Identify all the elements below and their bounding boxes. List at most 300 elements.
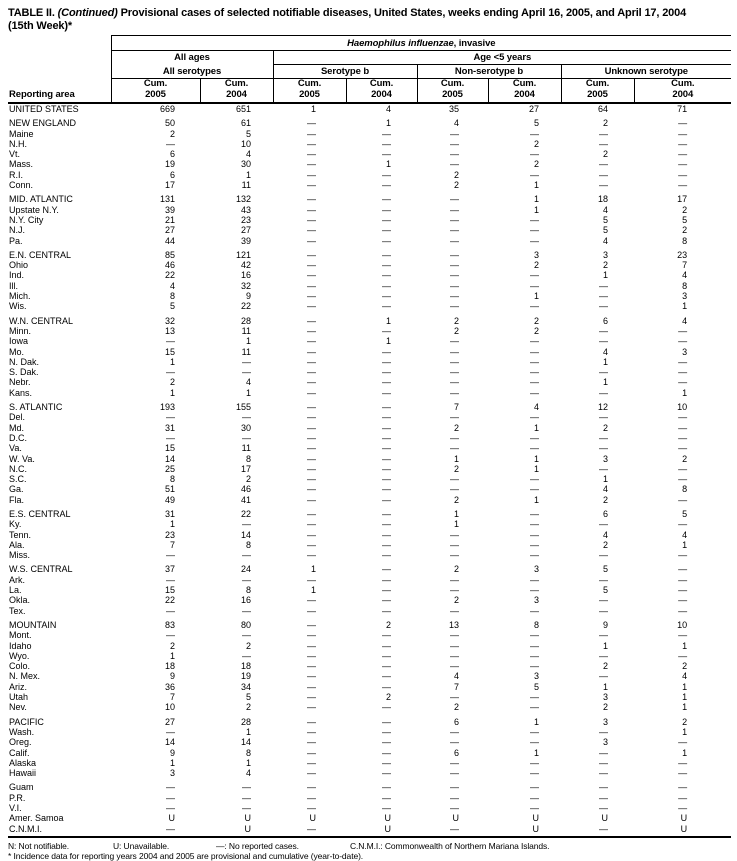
table-row — [8, 484, 731, 494]
page-title — [8, 7, 731, 32]
value-cell: — — [307, 204, 316, 215]
reporting-area-cell: Ohio — [9, 260, 29, 271]
value-cell: — — [530, 574, 539, 585]
value-cell: — — [678, 605, 688, 616]
reporting-area-cell: Del. — [9, 412, 26, 423]
value-cell: 2 — [533, 159, 539, 170]
value-cell: — — [307, 605, 316, 616]
value-cell: 3 — [533, 564, 539, 575]
value-cell: — — [242, 605, 251, 616]
value-cell: — — [450, 443, 459, 454]
reporting-area-cell: Iowa — [9, 336, 29, 347]
reporting-area-cell: W.N. CENTRAL — [9, 315, 74, 326]
value-cell: 50 — [164, 118, 175, 129]
table-row — [8, 727, 731, 737]
value-cell: 5 — [602, 214, 608, 225]
value-cell: — — [307, 782, 316, 793]
value-cell: — — [530, 432, 539, 443]
table-row — [8, 606, 731, 616]
value-cell: — — [599, 630, 608, 641]
value-cell: 2 — [169, 128, 175, 139]
value-cell: — — [382, 640, 391, 651]
table-row — [8, 347, 731, 357]
value-cell: — — [678, 325, 688, 336]
value-cell: 14 — [240, 529, 251, 540]
reporting-area-cell: Ky. — [9, 519, 22, 530]
value-cell: — — [599, 792, 608, 803]
value-cell: — — [678, 336, 688, 347]
reporting-area-cell: MID. ATLANTIC — [9, 194, 73, 205]
table-row — [8, 671, 731, 681]
value-cell: — — [450, 539, 459, 550]
value-cell: — — [678, 367, 688, 378]
value-cell: — — [678, 432, 688, 443]
subgroup-header-non-serotype-b: Non-serotype b — [417, 65, 561, 79]
value-cell: 2 — [682, 204, 688, 215]
reporting-area-cell: P.R. — [9, 792, 26, 803]
value-cell: — — [599, 757, 608, 768]
col-header-allages-cum2004: Cum. 2004 — [200, 79, 273, 104]
value-cell: 3 — [533, 595, 539, 606]
reporting-area-cell: N. Mex. — [9, 671, 41, 682]
table-header — [8, 36, 731, 104]
value-cell: 22 — [240, 508, 251, 519]
value-cell: 4 — [682, 529, 688, 540]
value-cell: 1 — [245, 336, 251, 347]
reporting-area-cell: Mo. — [9, 346, 25, 357]
table-row — [8, 768, 731, 778]
value-cell: — — [382, 747, 391, 758]
value-cell: — — [307, 619, 316, 630]
value-cell: 1 — [453, 453, 459, 464]
value-cell: 22 — [164, 270, 175, 281]
value-cell: — — [450, 367, 459, 378]
value-cell: — — [561, 824, 634, 837]
reporting-area-cell: N.H. — [9, 138, 27, 149]
value-cell: 8 — [245, 539, 251, 550]
value-cell: 2 — [533, 138, 539, 149]
footnote-unavailable: U: Unavailable. — [113, 840, 170, 851]
value-cell: 35 — [448, 104, 459, 114]
value-cell: 19 — [240, 671, 251, 682]
value-cell: — — [307, 803, 316, 813]
value-cell: 1 — [245, 726, 251, 737]
value-cell: — — [166, 803, 175, 813]
value-cell: 34 — [240, 681, 251, 692]
value-cell: — — [450, 235, 459, 246]
table-row — [8, 423, 731, 433]
value-cell: — — [599, 595, 608, 606]
value-cell: — — [599, 747, 608, 758]
value-cell: 1 — [169, 650, 175, 661]
reporting-area-cell: Md. — [9, 422, 25, 433]
value-cell: — — [307, 539, 316, 550]
reporting-area-cell: Colo. — [9, 661, 31, 672]
value-cell: — — [678, 412, 688, 423]
value-cell: U — [532, 813, 539, 824]
value-cell: — — [382, 474, 391, 485]
value-cell: — — [678, 377, 688, 388]
value-cell: — — [530, 356, 539, 367]
value-cell: — — [450, 149, 459, 160]
value-cell: — — [530, 702, 539, 713]
value-cell: 2 — [453, 422, 459, 433]
table-row — [8, 316, 731, 326]
table-row — [8, 620, 731, 630]
value-cell: 3 — [602, 453, 608, 464]
reporting-area-cell: Nev. — [9, 702, 27, 713]
value-cell: — — [382, 169, 391, 180]
value-cell: 46 — [240, 484, 251, 495]
value-cell: 2 — [245, 702, 251, 713]
value-cell: 9 — [245, 291, 251, 302]
reporting-area-cell: Wyo. — [9, 650, 30, 661]
value-cell: — — [678, 159, 688, 170]
value-cell: — — [599, 291, 608, 302]
value-cell: — — [242, 412, 251, 423]
value-cell: — — [530, 605, 539, 616]
value-cell: — — [530, 529, 539, 540]
value-cell: — — [450, 782, 459, 793]
value-cell: 3 — [682, 291, 688, 302]
value-cell: — — [450, 768, 459, 779]
value-cell: — — [530, 214, 539, 225]
value-cell: 1 — [453, 508, 459, 519]
value-cell: — — [382, 128, 391, 139]
value-cell: 2 — [602, 494, 608, 505]
col-header-nonserotypeb-cum2005: Cum. 2005 — [417, 79, 488, 104]
reporting-area-cell: Ariz. — [9, 681, 27, 692]
value-cell: — — [450, 225, 459, 236]
value-cell: — — [382, 422, 391, 433]
table-row — [8, 215, 731, 225]
value-cell: — — [382, 204, 391, 215]
value-cell: — — [678, 463, 688, 474]
value-cell: — — [530, 443, 539, 454]
value-cell: 4 — [533, 402, 539, 413]
value-cell: 44 — [164, 235, 175, 246]
value-cell: 4 — [245, 768, 251, 779]
value-cell: 1 — [602, 270, 608, 281]
table-row — [8, 595, 731, 605]
value-cell: 2 — [453, 494, 459, 505]
value-cell: 4 — [602, 484, 608, 495]
value-cell: — — [307, 681, 316, 692]
value-cell: 8 — [169, 291, 175, 302]
reporting-area-cell: Minn. — [9, 325, 32, 336]
value-cell: 10 — [677, 402, 688, 413]
value-cell: 8 — [682, 235, 688, 246]
value-cell: — — [530, 768, 539, 779]
table-row — [8, 149, 731, 159]
value-cell: 36 — [164, 681, 175, 692]
value-cell: — — [530, 484, 539, 495]
value-cell: 4 — [385, 104, 391, 114]
value-cell: — — [678, 595, 688, 606]
value-cell: — — [382, 291, 391, 302]
value-cell: — — [450, 574, 459, 585]
value-cell: — — [530, 412, 539, 423]
value-cell: 32 — [240, 280, 251, 291]
table-row — [8, 326, 731, 336]
value-cell: — — [530, 661, 539, 672]
value-cell: — — [307, 595, 316, 606]
table-row — [8, 682, 731, 692]
value-cell: 2 — [682, 661, 688, 672]
value-cell: — — [307, 640, 316, 651]
table-row — [8, 824, 731, 837]
value-cell: — — [599, 180, 608, 191]
reporting-area-cell: Ill. — [9, 280, 18, 291]
value-cell: — — [307, 768, 316, 779]
value-cell: 28 — [240, 315, 251, 326]
value-cell: 83 — [164, 619, 175, 630]
value-cell: 17 — [164, 180, 175, 191]
value-cell: — — [382, 803, 391, 813]
value-cell: 1 — [682, 387, 688, 398]
value-cell: 11 — [241, 443, 251, 454]
value-cell: 17 — [677, 194, 688, 205]
value-cell: 16 — [240, 270, 251, 281]
reporting-area-cell: Mont. — [9, 630, 32, 641]
subgroup-header-all-serotypes: All serotypes — [111, 65, 273, 79]
value-cell: 2 — [453, 564, 459, 575]
value-cell: U — [168, 813, 175, 824]
value-cell: 6 — [453, 716, 459, 727]
value-cell: — — [599, 782, 608, 793]
value-cell: — — [307, 169, 316, 180]
value-cell: 1 — [533, 194, 539, 205]
value-cell: 22 — [164, 595, 175, 606]
value-cell: — — [450, 291, 459, 302]
value-cell: — — [530, 737, 539, 748]
value-cell: 1 — [533, 463, 539, 474]
value-cell: 2 — [682, 225, 688, 236]
value-cell: — — [307, 453, 316, 464]
value-cell: — — [307, 792, 316, 803]
value-cell: — — [678, 494, 688, 505]
value-cell: — — [382, 792, 391, 803]
value-cell: — — [530, 650, 539, 661]
footnote-not-notifiable: N: Not notifiable. — [8, 840, 70, 851]
value-cell: 121 — [235, 249, 251, 260]
reporting-area-cell: E.N. CENTRAL — [9, 249, 72, 260]
value-cell: 651 — [235, 104, 251, 114]
value-cell: — — [382, 661, 391, 672]
value-cell: — — [599, 336, 608, 347]
value-cell: 4 — [602, 346, 608, 357]
title-prefix: TABLE II. — [8, 7, 55, 19]
value-cell: — — [599, 169, 608, 180]
table-row — [8, 159, 731, 169]
value-cell: — — [307, 346, 316, 357]
value-cell: — — [530, 270, 539, 281]
value-cell: — — [450, 737, 459, 748]
table-row — [8, 250, 731, 260]
value-cell: — — [382, 432, 391, 443]
value-cell: — — [307, 529, 316, 540]
value-cell: — — [450, 260, 459, 271]
value-cell: — — [678, 550, 688, 561]
value-cell: — — [382, 737, 391, 748]
value-cell: — — [382, 605, 391, 616]
value-cell: — — [382, 671, 391, 682]
value-cell: — — [382, 412, 391, 423]
value-cell: 2 — [169, 640, 175, 651]
value-cell: — — [530, 539, 539, 550]
value-cell: — — [450, 138, 459, 149]
value-cell: — — [166, 550, 175, 561]
value-cell: — — [307, 702, 316, 713]
value-cell: — — [678, 149, 688, 160]
value-cell: — — [166, 367, 175, 378]
reporting-area-cell: R.I. — [9, 169, 24, 180]
value-cell: — — [450, 204, 459, 215]
table-row — [8, 540, 731, 550]
value-cell: 5 — [245, 692, 251, 703]
reporting-area-cell: S. Dak. — [9, 367, 39, 378]
value-cell: — — [382, 325, 391, 336]
value-cell: 85 — [164, 249, 175, 260]
value-cell: 3 — [602, 692, 608, 703]
table-row — [8, 194, 731, 204]
value-cell: 1 — [310, 104, 316, 114]
value-cell: — — [307, 149, 316, 160]
value-cell: — — [450, 529, 459, 540]
value-cell: 27 — [240, 225, 251, 236]
value-cell: 4 — [169, 280, 175, 291]
value-cell: U — [601, 813, 608, 824]
table-row — [8, 702, 731, 712]
value-cell: — — [242, 803, 251, 813]
value-cell: 39 — [164, 204, 175, 215]
value-cell: — — [450, 803, 459, 813]
value-cell: 1 — [245, 387, 251, 398]
value-cell: — — [307, 301, 316, 312]
value-cell: — — [382, 494, 391, 505]
value-cell: 7 — [453, 681, 459, 692]
value-cell: 7 — [169, 539, 175, 550]
value-cell: 46 — [164, 260, 175, 271]
table-row — [8, 170, 731, 180]
reporting-area-cell: PACIFIC — [9, 716, 44, 727]
value-cell: — — [450, 336, 459, 347]
value-cell: — — [530, 346, 539, 357]
value-cell: — — [382, 387, 391, 398]
value-cell: 39 — [240, 235, 251, 246]
table-row — [8, 464, 731, 474]
value-cell: — — [450, 630, 459, 641]
value-cell: — — [242, 367, 251, 378]
value-cell: — — [599, 463, 608, 474]
value-cell: — — [382, 550, 391, 561]
value-cell: 2 — [602, 702, 608, 713]
value-cell: — — [242, 519, 251, 530]
value-cell: — — [382, 529, 391, 540]
value-cell: 15 — [164, 585, 175, 596]
value-cell: 1 — [310, 585, 316, 596]
value-cell: — — [307, 671, 316, 682]
value-cell: 61 — [240, 118, 251, 129]
table-row — [8, 377, 731, 387]
reporting-area-cell: D.C. — [9, 432, 27, 443]
value-cell: 1 — [533, 747, 539, 758]
value-cell: 41 — [240, 494, 251, 505]
value-cell: 7 — [453, 402, 459, 413]
value-cell: U — [384, 813, 391, 824]
value-cell: — — [450, 757, 459, 768]
value-cell: — — [111, 824, 200, 837]
value-cell: 4 — [682, 270, 688, 281]
table-row — [8, 367, 731, 377]
table-row — [8, 412, 731, 422]
value-cell: — — [382, 280, 391, 291]
subgroup-header-unknown-serotype: Unknown serotype — [561, 65, 731, 79]
reporting-area-cell: Tex. — [9, 605, 26, 616]
value-cell: 3 — [602, 737, 608, 748]
value-cell: — — [678, 118, 688, 129]
reporting-area-cell: Pa. — [9, 235, 23, 246]
value-cell: — — [382, 214, 391, 225]
table-row — [8, 550, 731, 560]
value-cell: 2 — [245, 474, 251, 485]
subgroup-header-serotype-b: Serotype b — [273, 65, 417, 79]
value-cell: 4 — [602, 204, 608, 215]
value-cell: — — [450, 484, 459, 495]
value-cell: — — [530, 757, 539, 768]
value-cell: — — [307, 747, 316, 758]
value-cell: — — [450, 726, 459, 737]
reporting-area-cell: Va. — [9, 443, 22, 454]
group-header-all-ages: All ages — [111, 51, 273, 65]
value-cell: 21 — [164, 214, 175, 225]
value-cell: — — [242, 630, 251, 641]
value-cell: 6 — [602, 315, 608, 326]
value-cell: — — [307, 716, 316, 727]
value-cell: — — [530, 169, 539, 180]
value-cell: 5 — [169, 301, 175, 312]
value-cell: 5 — [602, 225, 608, 236]
value-cell: — — [166, 792, 175, 803]
value-cell: 5 — [682, 214, 688, 225]
reporting-area-cell: Wash. — [9, 726, 35, 737]
value-cell: 2 — [602, 661, 608, 672]
value-cell: — — [599, 412, 608, 423]
value-cell: — — [307, 412, 316, 423]
table-row — [8, 260, 731, 270]
reporting-area-cell: W.S. CENTRAL — [9, 564, 73, 575]
value-cell: — — [530, 377, 539, 388]
value-cell: — — [307, 180, 316, 191]
value-cell: 2 — [453, 169, 459, 180]
value-cell: 2 — [453, 595, 459, 606]
value-cell: — — [450, 214, 459, 225]
value-cell: 1 — [385, 315, 391, 326]
value-cell: 1 — [245, 169, 251, 180]
table-row — [8, 454, 731, 464]
value-cell: — — [599, 280, 608, 291]
value-cell: — — [382, 356, 391, 367]
reporting-area-cell: Mass. — [9, 159, 34, 170]
value-cell: 64 — [597, 104, 608, 114]
reporting-area-cell: Ala. — [9, 539, 25, 550]
value-cell: 8 — [169, 474, 175, 485]
value-cell: 27 — [164, 716, 175, 727]
value-cell: 1 — [245, 757, 251, 768]
value-cell: 2 — [602, 539, 608, 550]
value-cell: 8 — [682, 484, 688, 495]
table-row — [8, 803, 731, 813]
